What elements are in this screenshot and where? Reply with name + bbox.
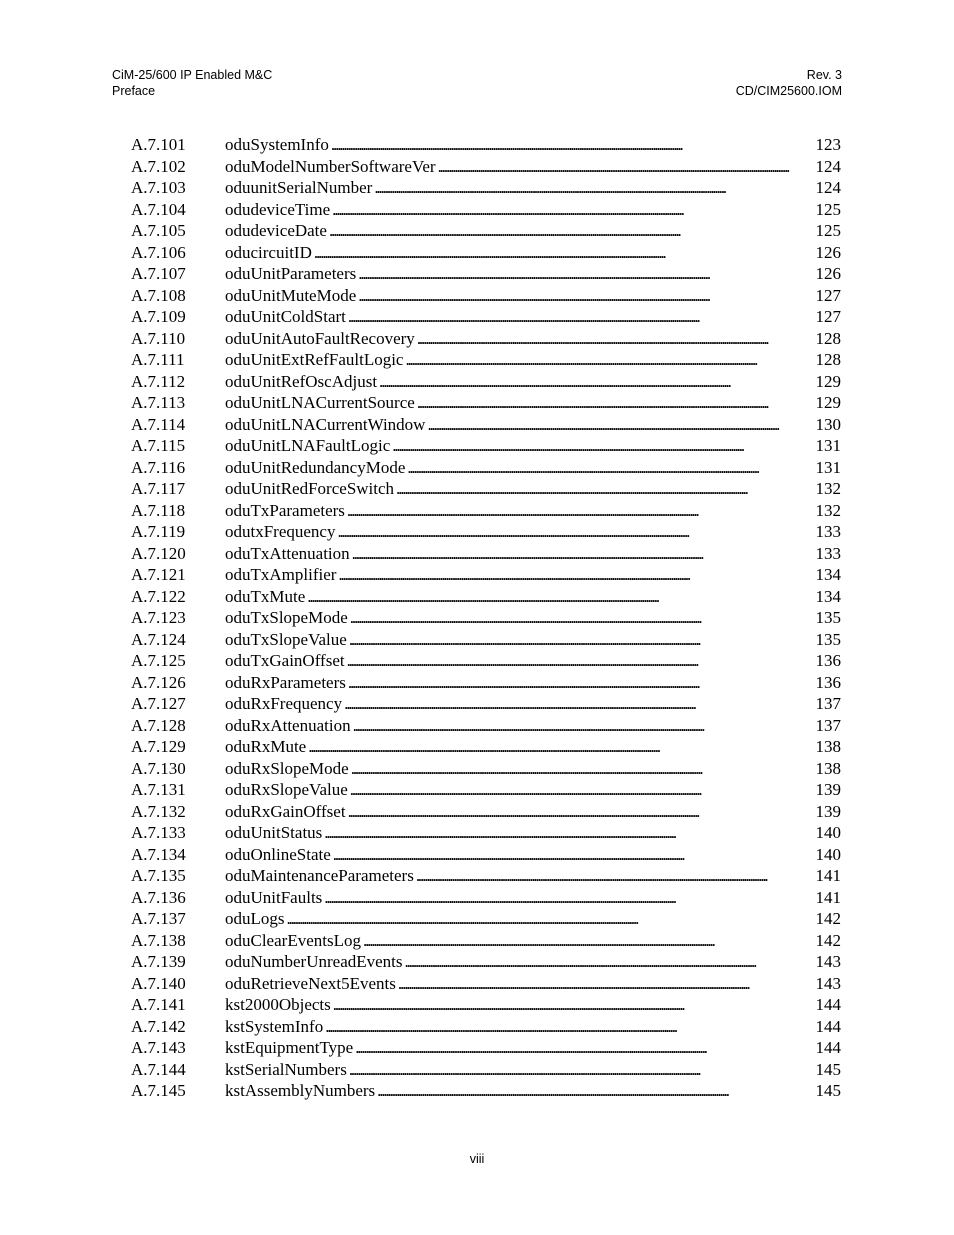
toc-entry-page: 138 (815, 758, 841, 778)
toc-entry-number: A.7.135 (131, 866, 186, 885)
toc-entry-title: oduTxMute (225, 586, 306, 606)
toc-entry-title: oduRxSlopeValue (225, 780, 348, 799)
toc-entry[interactable] (131, 134, 841, 156)
toc-entry-number: A.7.131 (131, 780, 186, 799)
dot-leader (417, 328, 814, 350)
toc-entry-page: 136 (815, 672, 841, 692)
toc-entry[interactable] (131, 779, 841, 801)
toc-entry[interactable] (131, 758, 841, 780)
toc-entry-page: 131 (815, 457, 841, 477)
toc-entry-number: A.7.121 (131, 565, 186, 584)
dot-leader (338, 564, 813, 586)
toc-entry-number: A.7.110 (131, 328, 186, 348)
toc-entry-page: 142 (815, 909, 841, 928)
toc-entry[interactable] (131, 629, 841, 651)
toc-entry[interactable] (131, 285, 841, 307)
dot-leader (392, 435, 813, 457)
toc-entry-page: 141 (815, 887, 841, 907)
toc-entry-page: 137 (815, 694, 841, 713)
toc-entry-page: 139 (815, 801, 841, 821)
toc-entry-title: oduNumberUnreadEvents (225, 952, 403, 971)
toc-entry-number: A.7.127 (131, 694, 186, 713)
toc-entry[interactable] (131, 392, 841, 414)
toc-entry-page: 127 (815, 307, 841, 326)
toc-entry-page: 126 (815, 242, 841, 262)
toc-entry[interactable] (131, 156, 841, 178)
toc-entry[interactable] (131, 607, 841, 629)
toc-entry-title: oduTxGainOffset (225, 651, 345, 670)
toc-entry-title: oduSystemInfo (225, 135, 329, 154)
toc-entry-number: A.7.108 (131, 285, 186, 305)
toc-entry-page: 127 (815, 285, 841, 305)
toc-entry-page: 125 (815, 199, 841, 219)
toc-entry-title: kstSystemInfo (225, 1016, 324, 1036)
toc-entry-number: A.7.126 (131, 672, 186, 692)
toc-entry-number: A.7.102 (131, 156, 186, 176)
toc-entry-title: oduUnitRedForceSwitch (225, 479, 395, 498)
dot-leader (353, 715, 814, 737)
toc-entry-title: oduRxFrequency (225, 694, 343, 713)
toc-entry-number: A.7.122 (131, 586, 186, 606)
page-number: viii (469, 1152, 485, 1166)
toc-entry-page: 137 (815, 715, 841, 735)
toc-entry-page: 134 (815, 586, 841, 606)
toc-entry-page: 133 (815, 543, 841, 563)
toc-entry[interactable] (131, 435, 841, 457)
toc-entry-title: oduTxSlopeMode (225, 608, 348, 627)
toc-entry-page: 126 (815, 264, 841, 283)
dot-leader (348, 672, 814, 694)
toc-entry-page: 141 (815, 866, 841, 885)
toc-entry-number: A.7.119 (131, 522, 186, 541)
toc-entry-page: 140 (815, 823, 841, 842)
toc-entry-page: 128 (815, 350, 841, 369)
section-name: Preface (112, 84, 156, 98)
dot-leader (350, 779, 814, 801)
dot-leader (405, 951, 814, 973)
doc-title: CiM-25/600 IP Enabled M&C (112, 68, 273, 82)
toc-entry-number: A.7.138 (131, 930, 186, 950)
toc-entry-title: oduunitSerialNumber (225, 178, 373, 197)
dot-leader (438, 156, 814, 178)
page-footer (0, 1152, 954, 1166)
toc-entry-page: 135 (815, 629, 841, 649)
toc-entry[interactable] (131, 457, 841, 479)
toc-entry-page: 143 (815, 952, 841, 971)
toc-entry-page: 144 (815, 995, 841, 1014)
toc-entry[interactable] (131, 543, 841, 565)
toc-entry[interactable] (131, 521, 841, 543)
dot-leader (329, 220, 814, 242)
toc-entry[interactable] (131, 349, 841, 371)
toc-entry-page: 140 (815, 844, 841, 864)
toc-entry[interactable] (131, 328, 841, 350)
dot-leader (405, 349, 813, 371)
page-header (112, 67, 842, 99)
dot-leader (348, 801, 814, 823)
toc-entry-number: A.7.133 (131, 823, 186, 842)
dot-leader (358, 285, 813, 307)
toc-entry-title: oduUnitFaults (225, 887, 323, 907)
toc-entry[interactable] (131, 220, 841, 242)
toc-entry-title: oducircuitID (225, 242, 312, 262)
toc-entry-number: A.7.130 (131, 758, 186, 778)
toc-entry-number: A.7.112 (131, 371, 186, 391)
toc-entry-title: oduTxParameters (225, 500, 345, 520)
toc-entry-title: oduRxGainOffset (225, 801, 346, 821)
toc-entry-title: kstAssemblyNumbers (225, 1081, 376, 1100)
dot-leader (377, 1080, 813, 1102)
toc-entry-title: oduMaintenanceParameters (225, 866, 414, 885)
toc-entry-page: 145 (815, 1081, 841, 1100)
toc-entry[interactable] (131, 242, 841, 264)
toc-entry-title: oduLogs (225, 909, 285, 928)
toc-entry-number: A.7.103 (131, 178, 186, 197)
dot-leader (349, 629, 814, 651)
toc-entry[interactable] (131, 650, 841, 672)
toc-entry[interactable] (131, 586, 841, 608)
dot-leader (348, 306, 814, 328)
toc-entry-title: oduTxAmplifier (225, 565, 337, 584)
dot-leader (363, 930, 814, 952)
toc-entry[interactable] (131, 1037, 841, 1059)
toc-entry-number: A.7.115 (131, 436, 186, 455)
toc-entry-title: oduUnitRedundancyMode (225, 457, 406, 477)
dot-leader (347, 500, 814, 522)
toc-entry-page: 129 (815, 393, 841, 412)
dot-leader (324, 887, 813, 909)
toc-entry-title: oduRxAttenuation (225, 715, 351, 735)
toc-entry-title: odudeviceDate (225, 221, 327, 240)
toc-entry-page: 135 (815, 608, 841, 627)
dot-leader (379, 371, 813, 393)
toc-entry-number: A.7.123 (131, 608, 186, 627)
toc-entry[interactable] (131, 844, 841, 866)
toc-entry-page: 139 (815, 780, 841, 799)
toc-entry-title: oduUnitMuteMode (225, 285, 357, 305)
dot-leader (355, 1037, 813, 1059)
toc-entry-page: 136 (815, 651, 841, 670)
toc-entry[interactable] (131, 822, 841, 844)
toc-entry-number: A.7.101 (131, 135, 186, 154)
toc-entry-number: A.7.107 (131, 264, 186, 283)
dot-leader (314, 242, 814, 264)
dot-leader (351, 758, 814, 780)
toc-entry[interactable] (131, 263, 841, 285)
toc-entry[interactable] (131, 177, 841, 199)
toc-entry-page: 124 (815, 178, 841, 197)
toc-entry-number: A.7.136 (131, 887, 186, 907)
toc-entry[interactable] (131, 199, 841, 221)
dot-leader (416, 865, 814, 887)
toc-entry-number: A.7.124 (131, 629, 186, 649)
toc-entry-number: A.7.141 (131, 995, 186, 1014)
toc-entry[interactable] (131, 693, 841, 715)
toc-entry-title: oduClearEventsLog (225, 930, 361, 950)
toc-entry-number: A.7.113 (131, 393, 186, 412)
dot-leader (374, 177, 813, 199)
toc-entry[interactable] (131, 908, 841, 930)
toc-entry-number: A.7.114 (131, 414, 186, 434)
toc-entry[interactable] (131, 1059, 841, 1081)
dot-leader (417, 392, 814, 414)
toc-entry-title: oduUnitLNACurrentSource (225, 393, 415, 412)
toc-entry-title: oduUnitParameters (225, 264, 357, 283)
dot-leader (337, 521, 813, 543)
toc-entry-number: A.7.129 (131, 737, 186, 756)
toc-entry-number: A.7.120 (131, 543, 186, 563)
dot-leader (331, 134, 814, 156)
toc-entry-number: A.7.132 (131, 801, 186, 821)
toc-entry-number: A.7.117 (131, 479, 186, 498)
toc-entry-number: A.7.139 (131, 952, 186, 971)
toc-entry-page: 129 (815, 371, 841, 391)
toc-entry[interactable] (131, 672, 841, 694)
toc-entry-title: oduUnitLNAFaultLogic (225, 436, 391, 455)
toc-entry-title: oduUnitStatus (225, 823, 323, 842)
toc-entry-number: A.7.143 (131, 1038, 186, 1057)
doc-code: CD/CIM25600.IOM (735, 84, 842, 98)
toc-entry-number: A.7.134 (131, 844, 186, 864)
toc-entry-page: 128 (815, 328, 841, 348)
toc-entry-number: A.7.140 (131, 973, 186, 993)
toc-entry[interactable] (131, 973, 841, 995)
toc-entry[interactable] (131, 306, 841, 328)
toc-entry-number: A.7.125 (131, 651, 186, 670)
toc-entry-title: oduRetrieveNext5Events (225, 973, 396, 993)
toc-entry-title: oduUnitLNACurrentWindow (225, 414, 426, 434)
toc-entry-page: 132 (815, 500, 841, 520)
toc-entry-page: 143 (815, 973, 841, 993)
toc-entry-page: 134 (815, 565, 841, 584)
toc-entry-number: A.7.116 (131, 457, 186, 477)
revision: Rev. 3 (806, 68, 842, 82)
toc-entry-title: kstEquipmentType (225, 1038, 354, 1057)
toc-entry-number: A.7.145 (131, 1081, 186, 1100)
dot-leader (358, 263, 813, 285)
toc-entry[interactable] (131, 500, 841, 522)
toc-entry-page: 142 (815, 930, 841, 950)
dot-leader (333, 844, 814, 866)
header-left (112, 67, 272, 99)
toc-entry[interactable] (131, 930, 841, 952)
dot-leader (398, 973, 814, 995)
toc-entry-title: oduTxAttenuation (225, 543, 350, 563)
toc-entry-number: A.7.142 (131, 1016, 186, 1036)
toc-entry[interactable] (131, 736, 841, 758)
toc-entry[interactable] (131, 1080, 841, 1102)
toc-entry-number: A.7.128 (131, 715, 186, 735)
toc-entry-page: 138 (815, 737, 841, 756)
toc-entry-title: kst2000Objects (225, 995, 331, 1014)
toc-entry-number: A.7.118 (131, 500, 186, 520)
toc-entry-title: oduModelNumberSoftwareVer (225, 156, 436, 176)
toc-entry-number: A.7.144 (131, 1059, 186, 1079)
toc-entry-title: odutxFrequency (225, 522, 336, 541)
toc-entry-number: A.7.105 (131, 221, 186, 240)
toc-entry-page: 144 (815, 1038, 841, 1057)
toc-entry-title: oduUnitAutoFaultRecovery (225, 328, 415, 348)
dot-leader (325, 1016, 813, 1038)
toc-entry-number: A.7.106 (131, 242, 186, 262)
toc-entry[interactable] (131, 887, 841, 909)
toc-entry-page: 145 (815, 1059, 841, 1079)
dot-leader (344, 693, 813, 715)
dot-leader (350, 607, 814, 629)
dot-leader (396, 478, 813, 500)
toc-entry-title: odudeviceTime (225, 199, 331, 219)
toc-entry-page: 130 (815, 414, 841, 434)
toc-entry-page: 144 (815, 1016, 841, 1036)
dot-leader (308, 736, 813, 758)
toc-entry-title: oduRxParameters (225, 672, 346, 692)
toc-entry[interactable] (131, 414, 841, 436)
toc-entry-title: oduUnitRefOscAdjust (225, 371, 378, 391)
toc-entry-number: A.7.111 (131, 350, 185, 369)
dot-leader (332, 199, 813, 221)
toc-entry[interactable] (131, 564, 841, 586)
toc-entry-title: oduOnlineState (225, 844, 331, 864)
toc-entry[interactable] (131, 865, 841, 887)
toc-entry-page: 124 (815, 156, 841, 176)
toc-entry-title: kstSerialNumbers (225, 1059, 347, 1079)
toc-entry-number: A.7.104 (131, 199, 186, 219)
toc-entry-title: oduRxSlopeMode (225, 758, 349, 778)
toc-entry-page: 133 (815, 522, 841, 541)
dot-leader (352, 543, 814, 565)
toc-entry[interactable] (131, 801, 841, 823)
toc-entry[interactable] (131, 994, 841, 1016)
dot-leader (307, 586, 813, 608)
toc-entry[interactable] (131, 478, 841, 500)
dot-leader (333, 994, 814, 1016)
toc-entry-title: oduUnitColdStart (225, 307, 346, 326)
toc-entry-page: 131 (815, 436, 841, 455)
toc-entry[interactable] (131, 951, 841, 973)
dot-leader (347, 650, 814, 672)
dot-leader (407, 457, 813, 479)
toc-entry[interactable] (131, 1016, 841, 1038)
dot-leader (324, 822, 813, 844)
toc-entry-title: oduTxSlopeValue (225, 629, 347, 649)
dot-leader (287, 908, 814, 930)
toc-entry-number: A.7.109 (131, 307, 186, 326)
toc-entry[interactable] (131, 715, 841, 737)
toc-entry-title: oduUnitExtRefFaultLogic (225, 350, 404, 369)
dot-leader (427, 414, 813, 436)
toc-entry-page: 123 (815, 135, 841, 154)
toc-entry-page: 125 (815, 221, 841, 240)
dot-leader (349, 1059, 814, 1081)
toc-entry-title: oduRxMute (225, 737, 307, 756)
toc-entry-page: 132 (815, 479, 841, 498)
table-of-contents (131, 134, 841, 1102)
toc-entry[interactable] (131, 371, 841, 393)
header-right (736, 67, 842, 99)
toc-entry-number: A.7.137 (131, 909, 186, 928)
